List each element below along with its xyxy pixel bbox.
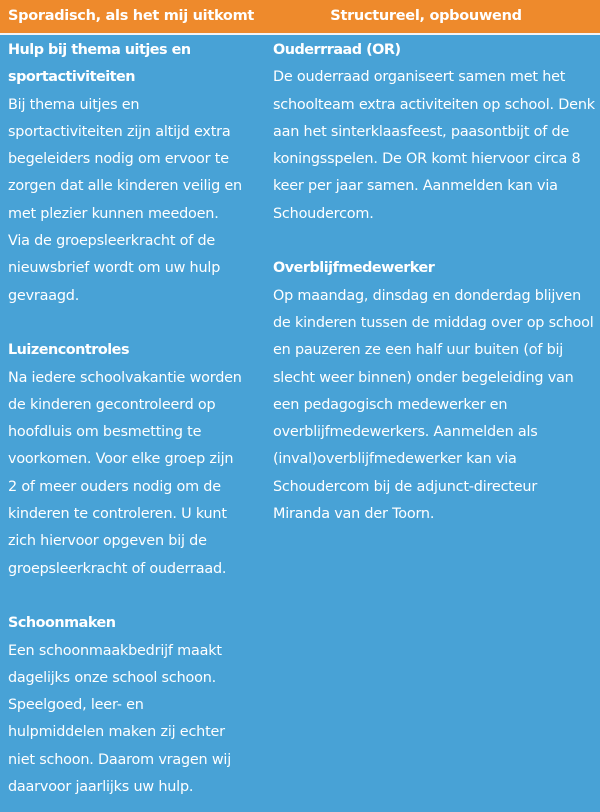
section-text: slecht weer binnen) onder begeleiding van — [273, 369, 574, 386]
section-text: dagelijks onze school schoon. — [8, 669, 216, 686]
section-text: Via de groepsleerkracht of de — [8, 233, 216, 250]
section-text: daarvoor jaarlijks uw hulp. — [8, 779, 194, 796]
column-sporadic — [8, 37, 242, 801]
section-title: Schoonmaken — [8, 615, 116, 632]
section — [8, 610, 242, 801]
section-text: zorgen dat alle kinderen veilig en — [8, 178, 242, 195]
section-text: gevraagd. — [8, 287, 80, 304]
section-text: koningsspelen. De OR komt hiervoor circa 8 — [273, 151, 581, 168]
section-text: hulpmiddelen maken zij echter — [8, 724, 225, 741]
section-spacer — [273, 228, 595, 255]
section-title: Luizencontroles — [8, 342, 130, 359]
column-header-sporadic: Sporadisch, als het mij uitkomt — [7, 8, 255, 24]
table-header — [0, 0, 600, 35]
section — [8, 337, 242, 583]
column-structural — [273, 37, 595, 528]
section-text: Na iedere schoolvakantie worden — [8, 369, 242, 386]
section-text: sportactiviteiten zijn altijd extra — [8, 123, 231, 140]
section-text: Miranda van der Toorn. — [273, 506, 435, 523]
section-title: Hulp bij thema uitjes en — [8, 42, 191, 58]
section-text: met plezier kunnen meedoen. — [8, 205, 219, 222]
section-text: zich hiervoor opgeven bij de — [8, 533, 207, 550]
section — [273, 255, 595, 528]
section-text: Op maandag, dinsdag en donderdag blijven — [273, 287, 582, 304]
section-text: groepsleerkracht of ouderraad. — [8, 560, 227, 577]
section-spacer — [8, 310, 242, 337]
section-text: de kinderen tussen de middag over op school — [273, 314, 594, 331]
section-title: Ouderrraad (OR) — [273, 42, 401, 58]
section-text: (inval)overblijfmedewerker kan via — [273, 451, 517, 468]
section-text: niet schoon. Daarom vragen wij — [8, 751, 232, 768]
section-text: aan het sinterklaasfeest, paasontbijt of de — [273, 123, 570, 140]
section-text: Een schoonmaakbedrijf maakt — [8, 642, 222, 659]
section-text: begeleiders nodig om ervoor te — [8, 151, 229, 168]
section-text: keer per jaar samen. Aanmelden kan via — [273, 178, 558, 195]
section-text: voorkomen. Voor elke groep zijn — [8, 451, 234, 468]
section-text: Schoudercom. — [273, 205, 374, 222]
section-text: Speelgoed, leer- en — [8, 697, 144, 714]
section-text: kinderen te controleren. U kunt — [8, 506, 227, 523]
section-title: sportactiviteiten — [8, 69, 136, 86]
section-spacer — [8, 583, 242, 610]
section-text: Schoudercom bij de adjunct-directeur — [273, 478, 538, 495]
section-text: Bij thema uitjes en — [8, 96, 140, 113]
section-text: en pauzeren ze een half uur buiten (of bij — [273, 342, 564, 359]
section — [8, 37, 242, 310]
section-text: hoofdluis om besmetting te — [8, 424, 202, 441]
section-text: schoolteam extra activiteiten op school. Denk — [273, 96, 595, 113]
section — [273, 37, 595, 228]
section-text: overblijfmedewerkers. Aanmelden als — [273, 424, 538, 441]
section-text: nieuwsbrief wordt om uw hulp — [8, 260, 221, 277]
section-title: Overblijfmedewerker — [273, 260, 435, 277]
section-text: De ouderraad organiseert samen met het — [273, 69, 566, 86]
section-text: 2 of meer ouders nodig om de — [8, 478, 221, 495]
section-text: de kinderen gecontroleerd op — [8, 396, 216, 413]
section-text: een pedagogisch medewerker en — [273, 396, 508, 413]
column-header-structural: Structureel, opbouwend — [330, 8, 522, 24]
